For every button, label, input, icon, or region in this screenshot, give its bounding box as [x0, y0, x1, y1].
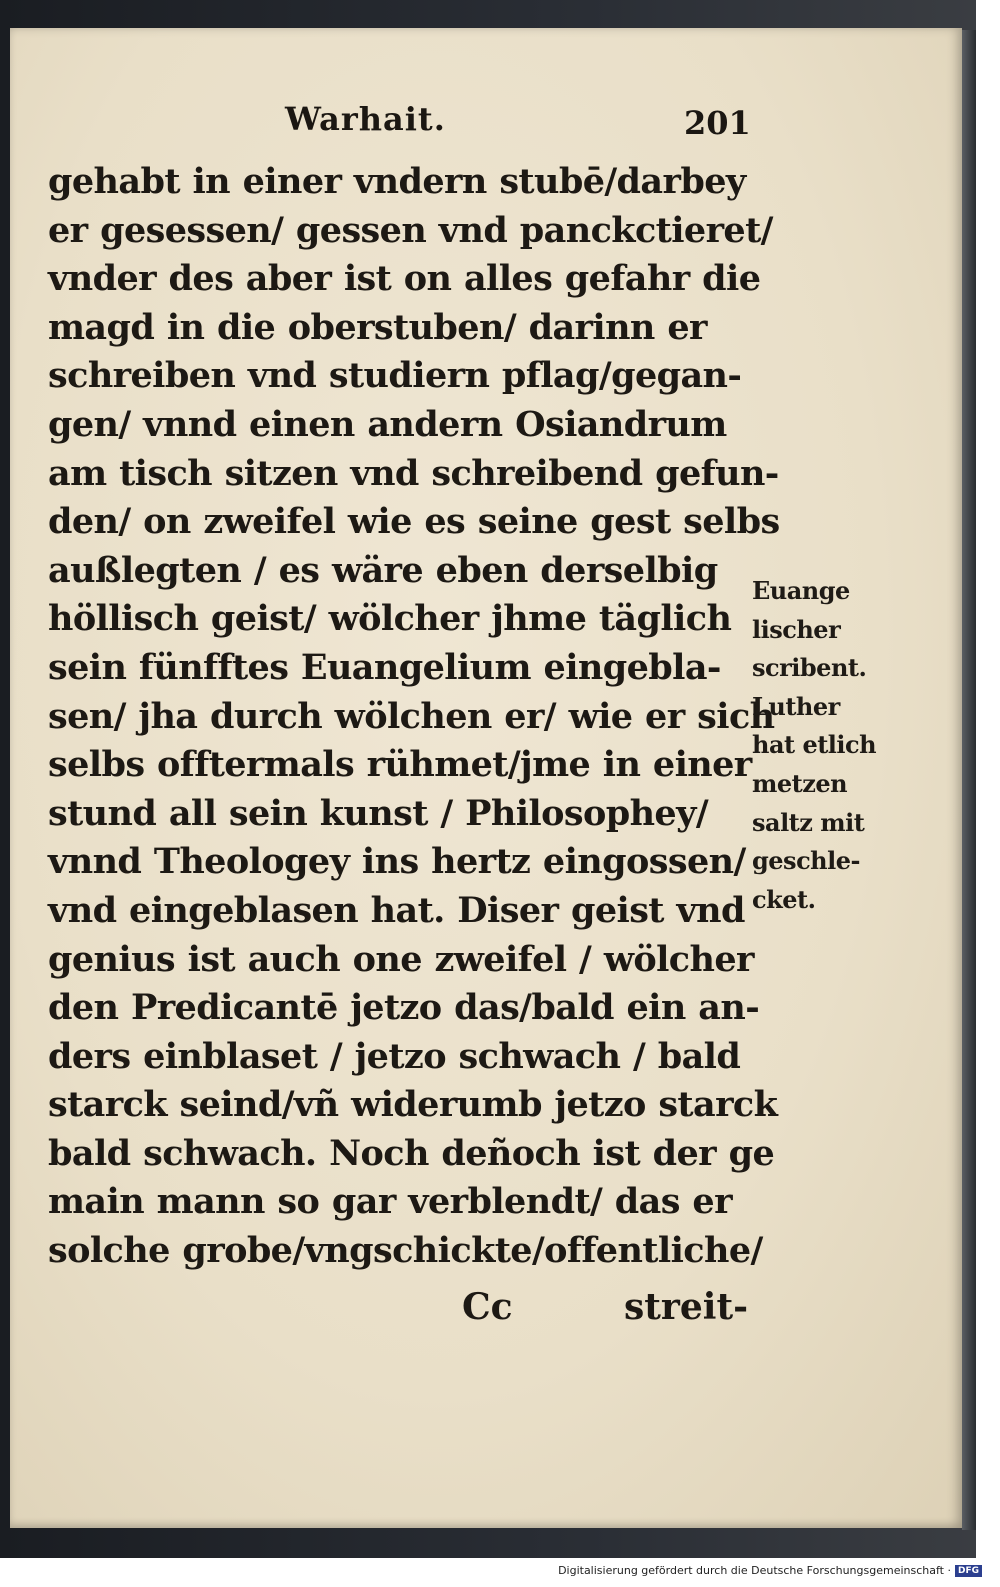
catchword: streit- — [624, 1286, 749, 1328]
text-line: gen/ vnnd einen andern Osiandrum — [48, 403, 727, 445]
text-line: gehabt in einer vndern stubē/darbey — [48, 161, 746, 202]
page-edge-shadow — [962, 30, 976, 1530]
marginal-line: scribent. — [752, 653, 867, 683]
marginal-line: hat etlich — [752, 730, 877, 760]
page-number: 201 — [684, 104, 751, 142]
text-line: am tisch sitzen vnd schreibend gefun- — [48, 452, 779, 494]
signature-mark: Cc — [462, 1286, 513, 1328]
digitization-credit — [558, 1564, 982, 1577]
credit-text: Digitalisierung gefördert durch die Deutsche Forschungsgemeinschaft · — [558, 1564, 951, 1577]
text-line: magd in die oberstuben/ darinn er — [48, 306, 707, 348]
text-line: genius ist auch one zweifel / wölcher — [48, 938, 754, 980]
marginal-note — [752, 572, 892, 919]
text-line: stund all sein kunst / Philosophey/ — [48, 792, 709, 834]
text-line: den Predicantē jetzo das/bald ein an- — [48, 987, 760, 1029]
text-line: höllisch geist/ wölcher jhme täglich — [48, 598, 732, 640]
text-line: sein fünfftes Euangelium eingebla- — [48, 646, 721, 688]
text-line: bald schwach. Noch deñoch ist der ge — [48, 1132, 775, 1174]
text-line: vnder des aber ist on alles gefahr die — [48, 258, 761, 300]
text-line: den/ on zweifel wie es seine gest selbs — [48, 501, 780, 543]
text-line: ders einblaset / jetzo schwach / bald — [48, 1035, 741, 1077]
text-line: main mann so gar verblendt/ das er — [48, 1181, 732, 1223]
dfg-logo: DFG — [955, 1565, 982, 1577]
marginal-line: lischer — [752, 614, 841, 644]
text-line: vnd eingeblasen hat. Diser geist vnd — [48, 889, 745, 931]
text-line: außlegten / es wäre eben derselbig — [48, 549, 718, 591]
marginal-line: Luther — [752, 691, 840, 721]
marginal-line: saltz mit — [752, 807, 865, 837]
marginal-line: Euange — [752, 576, 850, 605]
text-line: sen/ jha durch wölchen er/ wie er sich — [48, 695, 775, 737]
body-text — [48, 158, 780, 1276]
text-line: vnnd Theologey ins hertz eingossen/ — [48, 841, 746, 883]
text-line: schreiben vnd studiern pflag/gegan- — [48, 355, 742, 397]
marginal-line: cket. — [752, 884, 816, 914]
text-line: er gesessen/ gessen vnd panckctieret/ — [48, 209, 773, 251]
text-line: solche grobe/vngschickte/offentliche/ — [48, 1230, 763, 1272]
running-head: Warhait. — [285, 100, 446, 138]
text-line: selbs offtermals rühmet/jme in einer — [48, 744, 752, 786]
marginal-line: metzen — [752, 768, 848, 798]
text-line: starck seind/vñ widerumb jetzo starck — [48, 1084, 778, 1126]
marginal-line: geschle- — [752, 846, 860, 876]
